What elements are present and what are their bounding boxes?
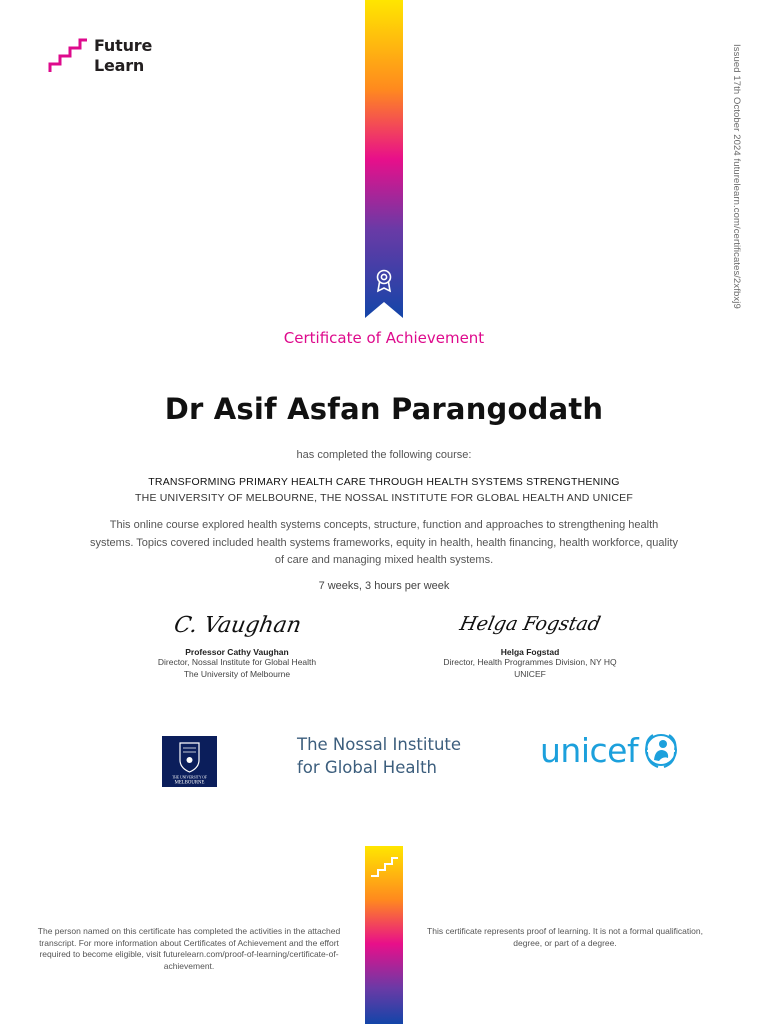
- ribbon-banner: [365, 0, 403, 318]
- staircase-logo-icon: [48, 38, 88, 74]
- unicef-logo: [540, 730, 681, 770]
- signatory-name: Professor Cathy Vaughan: [185, 647, 289, 657]
- footer-disclaimer: This certificate represents proof of learning. It is not a formal qualification, degree, or part of a degree.: [427, 926, 703, 948]
- signature-fogstad-text: Helga Fogstad: [457, 612, 603, 635]
- signatory-role: Director, Nossal Institute for Global Health: [157, 657, 317, 667]
- footer-proof-note: The person named on this certificate has completed the activities in the attached transcript. For more information about Certificates of Achievement and the effort required to become eligible, visit futurelearn.com/proof-of-learning/certificate-of-achievement.: [37, 926, 341, 971]
- logo-word-learn: Learn: [94, 56, 145, 75]
- melbourne-logo-line1: THE UNIVERSITY OF: [172, 775, 207, 780]
- nossal-line-1: The Nossal Institute: [297, 735, 462, 754]
- signatory-org: UNICEF: [514, 668, 546, 679]
- signatory-name: Helga Fogstad: [500, 647, 560, 657]
- unicef-emblem-icon: [641, 730, 681, 770]
- course-description: This online course explored health systems concepts, structure, function and approaches to strengthening health systems. Topics covered included health systems frameworks, equity in health, health financing, health workforce, quality of care and managing mixed health systems.: [90, 519, 678, 566]
- recipient-name: Dr Asif Asfan Parangodath: [164, 392, 604, 426]
- signatory-fogstad: [400, 606, 660, 680]
- course-organisations: THE UNIVERSITY OF MELBOURNE, THE NOSSAL INSTITUTE FOR GLOBAL HEALTH AND UNICEF: [135, 492, 633, 504]
- nossal-institute-logo: [297, 733, 461, 779]
- signature-fogstad: [450, 606, 610, 640]
- futurelearn-logo[interactable]: [48, 36, 152, 76]
- melbourne-logo-line2: MELBOURNE: [174, 780, 205, 786]
- bottom-ribbon: [365, 846, 403, 1024]
- nossal-line-2: for Global Health: [297, 758, 437, 777]
- signature-vaughan: [162, 606, 312, 640]
- logo-word-future: Future: [94, 36, 153, 55]
- university-of-melbourne-logo: [162, 736, 217, 787]
- issued-info: [728, 44, 742, 324]
- unicef-wordmark: unicef: [540, 730, 639, 770]
- signatory-org: The University of Melbourne: [183, 668, 291, 679]
- course-duration: 7 weeks, 3 hours per week: [318, 580, 450, 592]
- signatory-role: Director, Health Programmes Division, NY HQ: [443, 657, 617, 667]
- course-title: TRANSFORMING PRIMARY HEALTH CARE THROUGH HEALTH SYSTEMS STRENGTHENING: [148, 476, 620, 488]
- signatory-vaughan: [107, 606, 367, 680]
- issued-info-text: Issued 17th October 2024 futurelearn.com/certificates/2xfbxj9: [731, 44, 742, 309]
- signature-vaughan-text: C. Vaughan: [172, 612, 304, 638]
- completion-statement: has completed the following course:: [296, 449, 472, 461]
- certificate-title: Certificate of Achievement: [283, 329, 485, 347]
